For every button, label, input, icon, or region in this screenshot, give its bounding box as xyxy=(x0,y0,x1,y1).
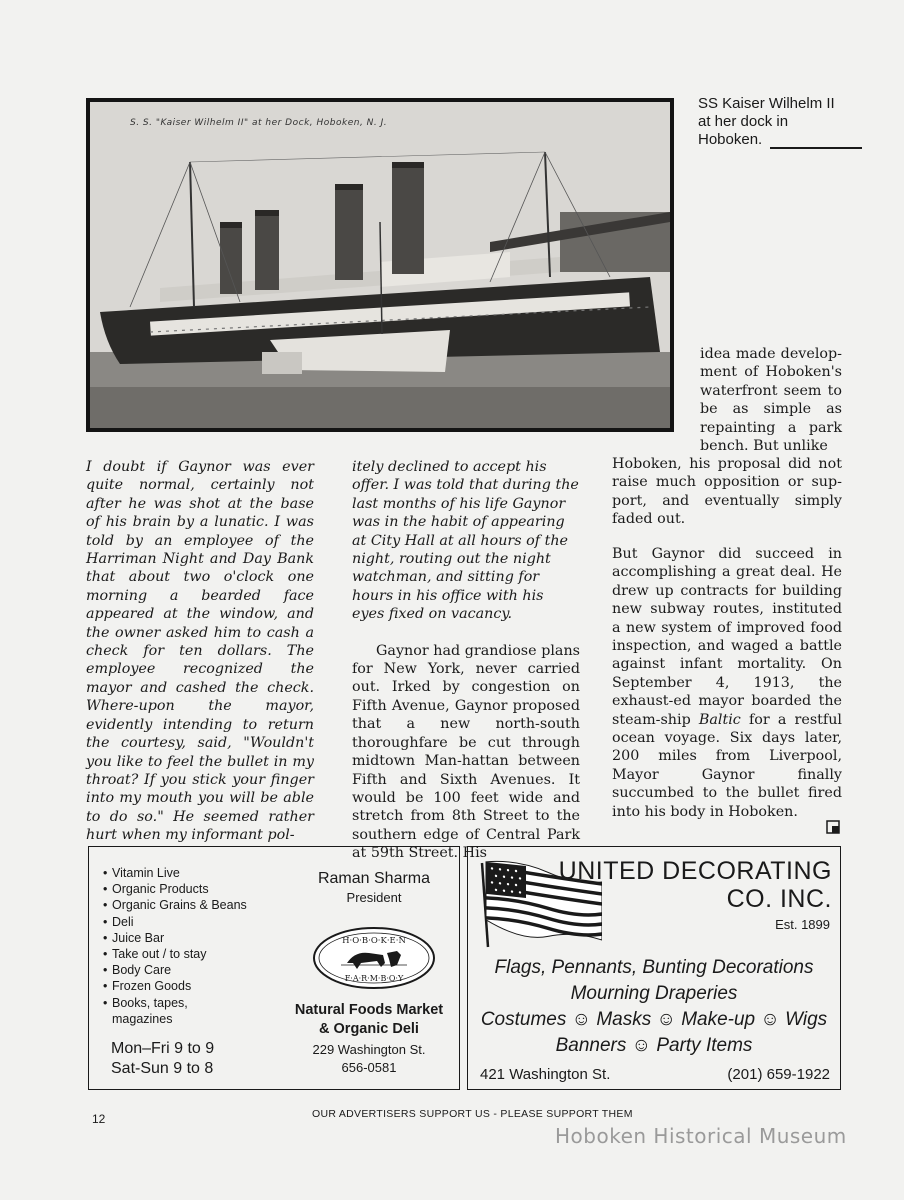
store-address xyxy=(269,1041,469,1077)
opposition-paragraph: Hoboken, his proposal did not raise much opposition or sup-port, and eventually simply faded out. xyxy=(612,456,842,528)
service-line-2: Mourning Draperies xyxy=(570,983,738,1004)
farmboy-logo xyxy=(311,925,437,991)
service-party-items: Party Items xyxy=(656,1035,753,1056)
list-item: • Organic Products xyxy=(103,881,282,897)
accomplishments-text-end: for a restful ocean voyage. Six days later, 200 miles from Liverpool, Mayor Gaynor finally succumbed to the bullet fired into his body in Hoboken. xyxy=(612,711,842,820)
ad-hoboken-farmboy xyxy=(88,846,460,1090)
logo-bottom-text: F·A·R·M·B·O·Y xyxy=(344,974,404,983)
list-item: • Organic Grains & Beans xyxy=(103,897,282,913)
smiley-icon: ☺ xyxy=(631,1035,652,1056)
hours-weekend: Sat-Sun 9 to 8 xyxy=(111,1060,214,1077)
company-name-line-2: CO. INC. xyxy=(726,885,832,913)
smiley-icon: ☺ xyxy=(656,1009,676,1030)
list-item: • Take out / to stay xyxy=(103,946,282,962)
museum-watermark: Hoboken Historical Museum xyxy=(555,1124,847,1148)
list-item: • Books, tapes, magazines xyxy=(103,995,202,1027)
waterfront-paragraph: idea made develop-ment of Hoboken's waterfront seem to be as simple as repainting a park bench. But unlike xyxy=(700,346,842,455)
caption-rule xyxy=(770,147,862,149)
company-address: 421 Washington St. xyxy=(480,1066,611,1083)
footer-slogan: OUR ADVERTISERS SUPPORT US - PLEASE SUPPORT THEM xyxy=(312,1108,633,1120)
established-year: Est. 1899 xyxy=(775,917,830,932)
contact-person xyxy=(289,869,459,907)
service-costumes: Costumes xyxy=(480,1009,567,1030)
store-hours xyxy=(111,1039,214,1079)
ship-photo xyxy=(86,98,674,432)
company-name-line-1: UNITED DECORATING xyxy=(558,857,832,885)
service-line-4 xyxy=(468,1033,840,1059)
list-item: • Frozen Goods xyxy=(103,978,282,994)
owner-name: Raman Sharma xyxy=(317,870,431,887)
service-makeup: Make-up xyxy=(681,1009,756,1030)
article-column-3-mid xyxy=(612,455,842,529)
product-list xyxy=(103,865,282,1027)
service-line-3 xyxy=(468,1007,840,1033)
service-wigs: Wigs xyxy=(785,1009,828,1030)
quote-paragraph-2: itely declined to accept his offer. I was told that during the last months of his life Gaynor was in the habit of appearing at City Hall at all hours of the night, routing out the night watchman, and sitting for hours in his office with his eyes fixed on vacancy. xyxy=(352,459,579,623)
service-banners: Banners xyxy=(555,1035,627,1056)
company-name xyxy=(559,857,832,913)
article-column-3-bottom xyxy=(612,545,842,821)
article-column-3-top xyxy=(700,345,842,455)
photo-inner-caption: S. S. "Kaiser Wilhelm II" at her Dock, Hoboken, N. J. xyxy=(130,118,388,128)
ship-illustration xyxy=(90,102,670,428)
article-column-2 xyxy=(352,458,580,863)
store-tagline xyxy=(269,1001,469,1039)
service-line-1: Flags, Pennants, Bunting Decorations xyxy=(494,957,814,978)
service-masks: Masks xyxy=(596,1009,652,1030)
accomplishments-text: But Gaynor did succeed in accomplishing a great deal. He drew up contracts for building new subway routes, instituted a new system of improved food inspection, and waged a battle against infant mortality. On September 4, 1913, the exhaust-ed mayor boarded the steam-ship xyxy=(612,546,842,728)
ad-united-decorating xyxy=(467,846,841,1090)
tagline-line-1: Natural Foods Market xyxy=(294,1002,444,1018)
grandiose-plans-paragraph: Gaynor had grandiose plans for New York, never carried out. Irked by congestion on Fifth Avenue, Gaynor proposed that a new north-south thoroughfare be cut through midtown Man-hattan between Fifth and Sixth Avenues. It would be 100 feet wide and stretch from 8th Street to the southern edge of Central Park at 59th Street. His xyxy=(352,642,580,862)
smiley-icon: ☺ xyxy=(571,1009,592,1030)
list-item: • Vitamin Live xyxy=(103,865,282,881)
ship-name-baltic: Baltic xyxy=(698,711,741,728)
address-phone: 656-0581 xyxy=(341,1060,397,1075)
accomplishments-paragraph xyxy=(612,545,842,821)
list-item: • Juice Bar xyxy=(103,930,282,946)
article-column-1 xyxy=(86,458,314,845)
tagline-line-2: & Organic Deli xyxy=(319,1021,419,1037)
end-of-article-icon xyxy=(826,820,840,834)
hours-weekday: Mon–Fri 9 to 9 xyxy=(111,1040,215,1057)
photo-caption: SS Kaiser Wilhelm II at her dock in Hoboken. xyxy=(698,95,835,148)
list-item: • Body Care xyxy=(103,962,282,978)
company-phone: (201) 659-1922 xyxy=(727,1066,830,1083)
owner-title: President xyxy=(346,890,402,905)
address-street: 229 Washington St. xyxy=(312,1042,426,1057)
page-number: 12 xyxy=(92,1112,106,1126)
smiley-icon: ☺ xyxy=(760,1009,780,1030)
services-list xyxy=(468,955,840,1059)
list-item: • Deli xyxy=(103,914,282,930)
logo-top-text: H·O·B·O·K·E·N xyxy=(342,936,406,946)
quote-paragraph-1: I doubt if Gaynor was ever quite normal, certainly not after he was shot at the base of his brain by a lunatic. I was told by an employee of the Harriman Night and Day Bank that about two o'clock one morning a bearded face appeared at the window, and the owner asked him to cash a check for ten dollars. The employee recognized the mayor and cashed the check. Where-upon the mayor, evidently intending to return the courtesy, said, "Wouldn't you like to feel the bullet in my throat? If you stick your finger into my mouth you will be able to do so." He seemed rather hurt when my informant pol- xyxy=(86,459,314,844)
